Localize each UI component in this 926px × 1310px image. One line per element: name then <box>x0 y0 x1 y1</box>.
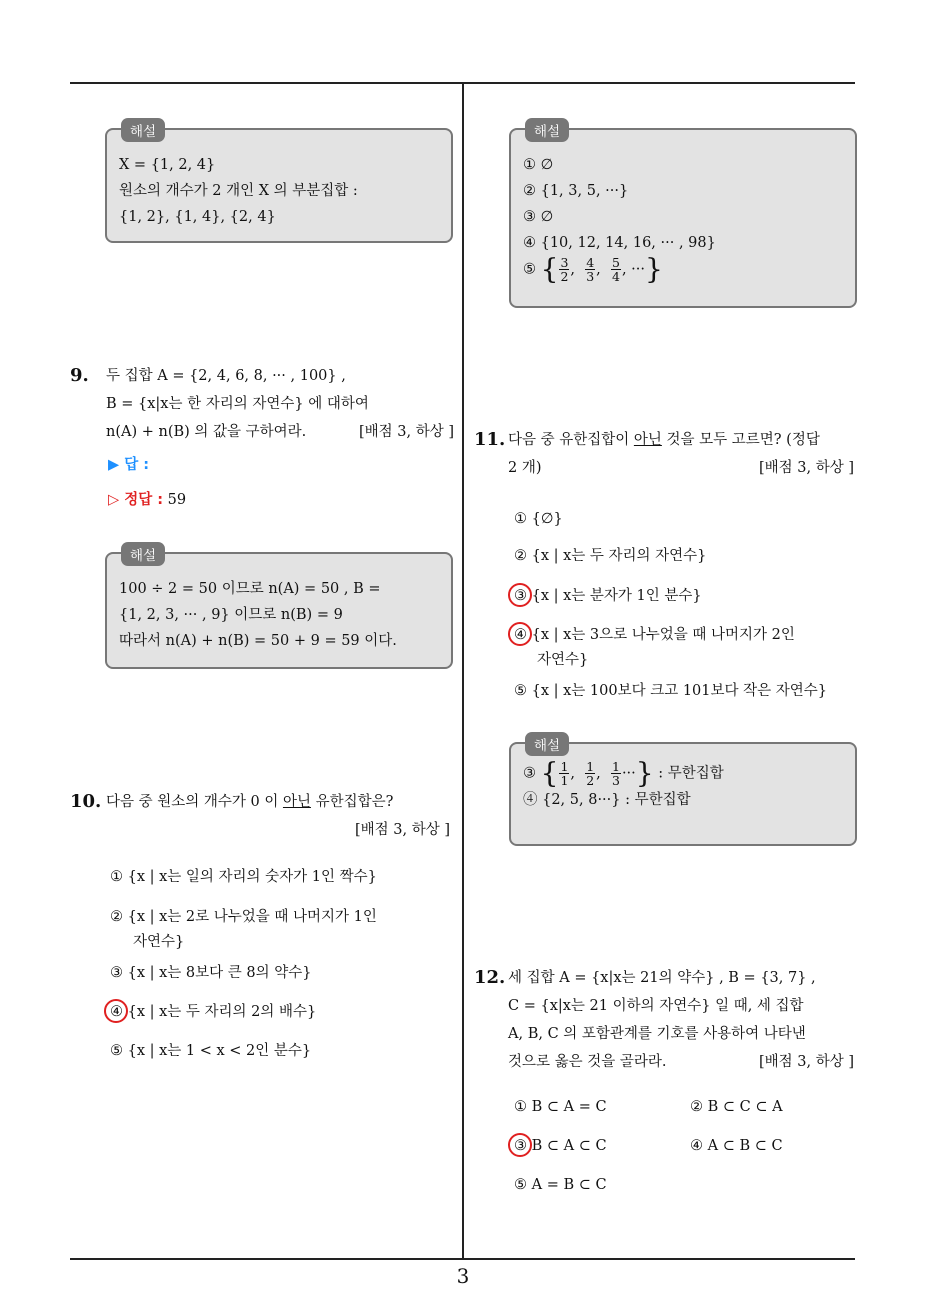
solution-line: ② {1, 3, 5, ···} <box>523 183 629 199</box>
right-brace: } <box>645 252 663 286</box>
option-5[interactable]: ⑤ A = B ⊂ C <box>514 1177 607 1193</box>
solution-text: : 무한집합 <box>658 765 724 782</box>
question-number: 10. <box>70 791 102 812</box>
left-brace: { <box>540 252 559 286</box>
left-brace: { <box>540 756 559 790</box>
solution-tag: 해설 <box>121 542 165 566</box>
bottom-rule <box>70 1258 855 1260</box>
option-4-cont: 자연수} <box>537 652 589 668</box>
score-label: [배점 3, 하상 ] <box>358 424 454 440</box>
underlined-word: 아닌 <box>633 432 662 448</box>
solution-line: ④ {10, 12, 14, 16, ··· , 98} <box>523 235 716 251</box>
score-label: [배점 3, 하상 ] <box>354 822 450 838</box>
solution-line: ④ {2, 5, 8···} : 무한집합 <box>523 792 691 808</box>
answer-circle-mark <box>508 583 532 607</box>
option-1[interactable]: ① {∅} <box>514 511 563 527</box>
solution-line: ① ∅ <box>523 157 554 173</box>
solution-line: 원소의 개수가 2 개인 X 의 부분집합 : <box>119 183 358 199</box>
solution-line-fractions: ③ { $\frac{1}{1}$ , $\frac{1}{2}$ , $\frac{1}{3}$ ···} : 무한집합 <box>523 756 724 790</box>
answer-circle-mark <box>508 622 532 646</box>
solution-line: {1, 2, 3, ··· , 9} 이므로 n(B) = 9 <box>119 607 343 623</box>
option-2[interactable]: ② {x | x는 두 자리의 자연수} <box>514 548 707 564</box>
answer-circle-mark <box>508 1133 532 1157</box>
ellipsis: ··· <box>631 261 645 278</box>
option-3[interactable]: ③ B ⊂ A ⊂ C <box>514 1138 607 1154</box>
question-number: 12. <box>474 967 506 988</box>
fraction: $\frac{1}{2}$ <box>586 759 595 788</box>
fraction: $\frac{1}{3}$ <box>612 759 620 788</box>
fraction: $\frac{1}{1}$ <box>560 759 569 788</box>
option-marker: ⑤ <box>523 261 536 278</box>
question-text: 것을 모두 고르면? (정답 <box>661 432 820 448</box>
solution-line: X = {1, 2, 4} <box>119 157 216 173</box>
solution-box-11 <box>509 738 857 846</box>
solution-line: 따라서 n(A) + n(B) = 50 + 9 = 59 이다. <box>119 633 397 649</box>
option-marker: ③ <box>523 765 536 782</box>
question-number: 11. <box>474 429 506 450</box>
question-12 <box>474 964 854 1076</box>
solution-tag: 해설 <box>121 118 165 142</box>
option-2[interactable]: ② {x | x는 2로 나누었을 때 나머지가 1인 <box>110 909 377 925</box>
score-label: [배점 3, 하상 ] <box>758 460 854 476</box>
question-9 <box>70 362 454 446</box>
answer-label: ▶ 답 : <box>108 457 150 473</box>
option-3[interactable]: ③ {x | x는 분자가 1인 분수} <box>514 588 702 604</box>
question-11 <box>474 426 854 482</box>
question-number: 9. <box>70 365 89 386</box>
option-4[interactable]: ④ A ⊂ B ⊂ C <box>690 1138 783 1154</box>
question-text: 세 집합 A = {x|x는 21의 약수} , B = {3, 7} , <box>508 970 816 986</box>
answer-circle-mark <box>104 999 128 1023</box>
option-2-cont: 자연수} <box>133 934 185 950</box>
solution-tag: 해설 <box>525 732 569 756</box>
score-label: [배점 3, 하상 ] <box>758 1054 854 1070</box>
fraction: $\frac{4}{3}$ <box>586 255 595 284</box>
solution-line: 100 ÷ 2 = 50 이므로 n(A) = 50 , B = <box>119 581 381 597</box>
question-text: 것으로 옳은 것을 골라라. <box>508 1054 667 1070</box>
option-4[interactable]: ④ {x | x는 두 자리의 2의 배수} <box>110 1004 317 1020</box>
option-1[interactable]: ① {x | x는 일의 자리의 숫자가 1인 짝수} <box>110 869 377 885</box>
correct-answer <box>108 488 186 509</box>
question-text: 유한집합은? <box>310 794 394 810</box>
option-5[interactable]: ⑤ {x | x는 100보다 크고 101보다 작은 자연수} <box>514 683 827 699</box>
option-5[interactable]: ⑤ {x | x는 1 < x < 2인 분수} <box>110 1043 312 1059</box>
solution-tag: 해설 <box>525 118 569 142</box>
solution-line-fractions: ⑤ { $\frac{3}{2}$ , $\frac{4}{3}$ , $\frac{5}{4}$ , ···} <box>523 252 663 286</box>
option-1[interactable]: ① B ⊂ A = C <box>514 1099 607 1115</box>
solution-line: {1, 2}, {1, 4}, {2, 4} <box>119 209 276 225</box>
solution-box-9 <box>105 548 453 669</box>
column-divider <box>462 84 464 1259</box>
question-text: 다음 중 유한집합이 <box>508 432 634 448</box>
correct-label: ▷ 정답 : <box>108 492 164 508</box>
question-text: 2 개) <box>508 460 542 476</box>
correct-value: 59 <box>167 492 187 508</box>
solution-box-10 <box>509 124 857 308</box>
fraction: $\frac{5}{4}$ <box>612 255 620 284</box>
question-text: n(A) + n(B) 의 값을 구하여라. <box>106 424 307 440</box>
solution-line: ③ ∅ <box>523 209 554 225</box>
question-text: C = {x|x는 21 이하의 자연수} 일 때, 세 집합 <box>508 998 804 1014</box>
underlined-word: 아닌 <box>282 794 311 810</box>
option-4[interactable]: ④ {x | x는 3으로 나누었을 때 나머지가 2인 <box>514 627 795 643</box>
question-text: A, B, C 의 포함관계를 기호를 사용하여 나타낸 <box>508 1026 806 1042</box>
question-text: 두 집합 A = {2, 4, 6, 8, ··· , 100} , <box>106 368 346 384</box>
option-3[interactable]: ③ {x | x는 8보다 큰 8의 약수} <box>110 965 312 981</box>
fraction: $\frac{3}{2}$ <box>560 255 569 284</box>
question-text: B = {x|x는 한 자리의 자연수} 에 대하여 <box>106 396 369 412</box>
question-text: 다음 중 원소의 개수가 0 이 <box>106 794 283 810</box>
page-number: 3 <box>456 1264 470 1288</box>
solution-box-8 <box>105 124 453 243</box>
right-brace: } <box>635 756 654 790</box>
option-2[interactable]: ② B ⊂ C ⊂ A <box>690 1099 783 1115</box>
question-10 <box>70 788 450 844</box>
